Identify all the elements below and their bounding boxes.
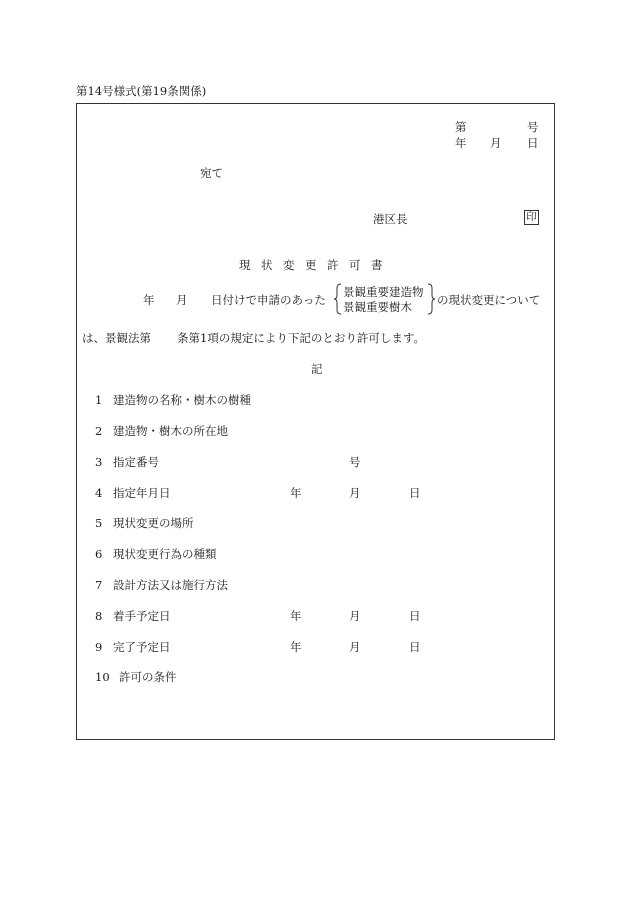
item-label: 許可の条件 [119,670,177,684]
item-label: 建造物の名称・樹木の樹種 [113,393,251,407]
item-number: 9 [95,640,103,654]
item-day: 日 [409,640,421,654]
item-label: 建造物・樹木の所在地 [113,424,228,438]
form-label: 第14号様式(第19条関係) [76,84,207,98]
item-number: 6 [95,547,103,561]
item-number: 2 [95,424,103,438]
body-year: 年 [143,293,155,307]
header-day: 日 [527,136,539,150]
after-brace-text: の現状変更について [437,293,541,307]
item-label: 指定年月日 [113,486,171,500]
item-label: 現状変更の場所 [113,516,194,530]
item-month: 月 [349,486,361,500]
item-month: 月 [349,609,361,623]
item-year: 年 [290,640,302,654]
item-label: 指定番号 [113,455,159,469]
item-number: 4 [95,486,103,500]
item-number: 3 [95,455,103,469]
item-label: 現状変更行為の種類 [113,547,217,561]
addressee-suffix: 宛て [200,166,223,180]
item-year: 年 [290,486,302,500]
left-brace [333,283,343,315]
body-line2-a: は、景観法第 [82,331,151,345]
option-building: 景観重要建造物 [343,285,424,299]
item-day: 日 [409,609,421,623]
body-month: 月 [176,293,188,307]
item-year: 年 [290,609,302,623]
number-suffix: 号 [527,120,539,134]
header-year: 年 [455,136,467,150]
ki-heading: 記 [311,362,323,376]
item-label: 着手予定日 [113,609,171,623]
document-title: 現状変更許可書 [239,258,393,272]
item-number: 7 [95,578,103,592]
item-suffix: 号 [349,455,361,469]
item-number: 8 [95,609,103,623]
item-number: 10 [95,670,110,684]
item-day: 日 [409,486,421,500]
issuer: 港区長 [373,212,408,226]
item-number: 5 [95,516,103,530]
body-line2-b: 条第1項の規定により下記のとおり許可します。 [177,331,425,345]
option-tree: 景観重要樹木 [343,300,412,314]
seal-mark: 印 [524,210,539,225]
number-prefix: 第 [455,120,467,134]
right-brace [426,283,436,315]
header-month: 月 [490,136,502,150]
item-label: 完了予定日 [113,640,171,654]
item-number: 1 [95,393,103,407]
dated-application: 日付けで申請のあった [211,293,326,307]
item-month: 月 [349,640,361,654]
item-label: 設計方法又は施行方法 [113,578,228,592]
